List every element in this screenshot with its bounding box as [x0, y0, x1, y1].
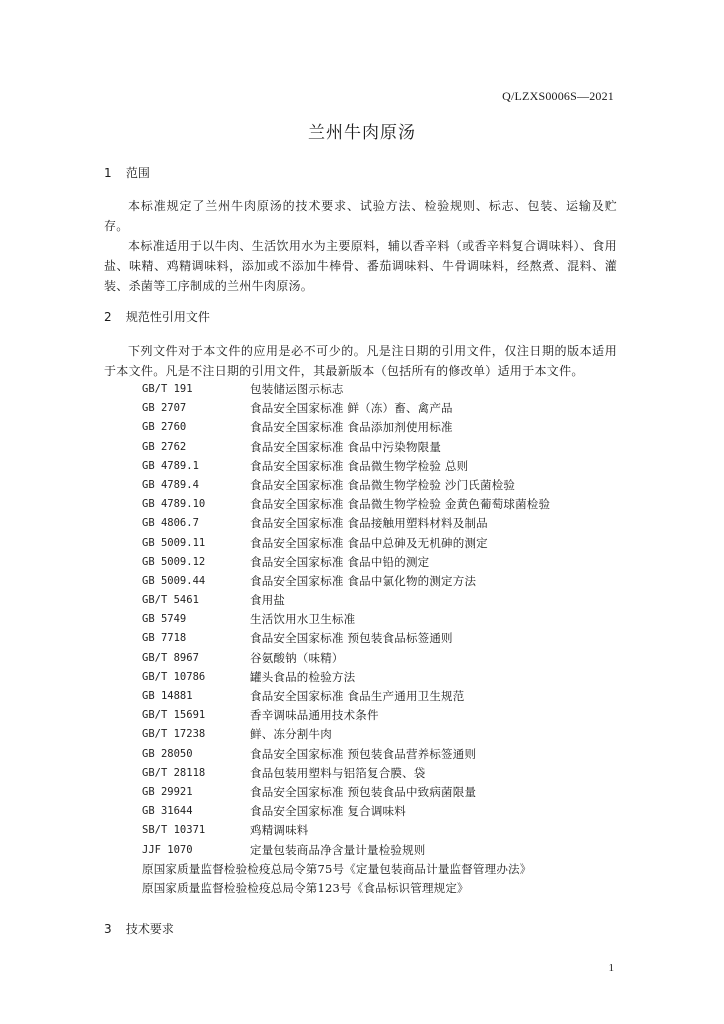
reference-item — [104, 725, 617, 744]
reference-code: SB/T 10371 — [142, 824, 206, 837]
reference-code: GB 4789.4 — [142, 478, 199, 491]
reference-item — [104, 476, 617, 495]
reference-item — [104, 591, 617, 610]
reference-item — [104, 399, 617, 418]
reference-title: 食品包装用塑料与铝箔复合膜、袋 — [250, 765, 426, 780]
reference-title: 生活饮用水卫生标准 — [250, 612, 356, 627]
reference-code: GB 2760 — [142, 421, 187, 434]
reference-title: 罐头食品的检验方法 — [250, 669, 356, 684]
scope-paragraph-1: 本标准规定了兰州牛肉原汤的技术要求、试验方法、检验规则、标志、包装、运输及贮存。 — [104, 199, 617, 233]
reference-title: 食品安全国家标准 食品中氯化物的测定方法 — [250, 573, 477, 588]
reference-code: GB 5009.11 — [142, 536, 206, 549]
reference-code: GB 2707 — [142, 402, 187, 415]
reference-title: 食品安全国家标准 食品微生物学检验 金黄色葡萄球菌检验 — [250, 497, 551, 512]
section-number: 1 — [104, 166, 112, 180]
reference-title: 食品安全国家标准 预包装食品中致病菌限量 — [250, 784, 477, 799]
reference-code: GB 2762 — [142, 440, 187, 453]
reference-title: 鸡精调味料 — [250, 823, 309, 838]
reference-list — [104, 380, 617, 898]
reference-title: 食品安全国家标准 鲜（冻）畜、禽产品 — [250, 401, 453, 416]
reference-code: GB 4789.10 — [142, 498, 206, 511]
section-heading-1 — [104, 164, 150, 181]
reference-item — [104, 745, 617, 764]
reference-code: GB 14881 — [142, 690, 193, 702]
reference-item — [104, 841, 617, 860]
section-title: 范围 — [125, 166, 150, 180]
reference-code: GB 4789.1 — [142, 459, 199, 472]
reference-title: 食品安全国家标准 食品中铅的测定 — [250, 554, 430, 569]
document-title: 兰州牛肉原汤 — [308, 123, 416, 143]
reference-title: 鲜、冻分割牛肉 — [250, 727, 332, 742]
reference-title: 定量包装商品净含量计量检验规则 — [250, 842, 426, 857]
section-title: 技术要求 — [125, 922, 174, 936]
reference-code: GB 5749 — [142, 613, 187, 626]
reference-item — [104, 514, 617, 533]
reference-item — [104, 879, 617, 898]
reference-item — [104, 553, 617, 572]
reference-code: GB 5009.44 — [142, 574, 206, 587]
reference-title: 原国家质量监督检验检疫总局令第75号《定量包装商品计量监督管理办法》 — [142, 861, 532, 876]
reference-item — [104, 802, 617, 821]
section-heading-2 — [104, 308, 210, 325]
reference-item — [104, 380, 617, 399]
reference-item — [104, 649, 617, 668]
reference-item — [104, 706, 617, 725]
section-number: 2 — [104, 310, 112, 324]
reference-title: 食品安全国家标准 食品接触用塑料材料及制品 — [250, 516, 488, 531]
reference-title: 食品安全国家标准 食品中污染物限量 — [250, 439, 442, 454]
reference-item — [104, 821, 617, 840]
reference-title: 原国家质量监督检验检疫总局令第123号《食品标识管理规定》 — [142, 880, 469, 895]
page-number: 1 — [608, 962, 614, 974]
section-heading-3 — [104, 920, 174, 937]
reference-title: 食品安全国家标准 食品生产通用卫生规范 — [250, 689, 465, 703]
reference-title: 食品安全国家标准 食品微生物学检验 总则 — [250, 458, 469, 473]
reference-title: 食品安全国家标准 食品微生物学检验 沙门氏菌检验 — [250, 477, 516, 492]
reference-item — [104, 764, 617, 783]
reference-title: 包装储运图示标志 — [250, 382, 344, 396]
reference-title: 食品安全国家标准 食品添加剂使用标准 — [250, 420, 453, 435]
reference-item — [104, 783, 617, 802]
reference-code: JJF 1070 — [142, 843, 193, 856]
section-title: 规范性引用文件 — [125, 310, 210, 324]
reference-item — [104, 860, 617, 879]
reference-code: GB 31644 — [142, 805, 193, 818]
reference-title: 谷氨酸钠（味精） — [250, 650, 344, 665]
reference-title: 食品安全国家标准 预包装食品标签通则 — [250, 631, 453, 646]
references-intro-paragraph: 下列文件对于本文件的应用是必不可少的。凡是注日期的引用文件，仅注日期的版本适用于本文件。凡是不注日期的引用文件，其最新版本（包括所有的修改单）适用于本文件。 — [104, 344, 617, 378]
reference-item — [104, 629, 617, 648]
reference-code: GB/T 15691 — [142, 709, 206, 722]
reference-title: 食用盐 — [250, 593, 286, 608]
standard-code: Q/LZXS0006S—2021 — [502, 89, 614, 103]
reference-title: 香辛调味品通用技术条件 — [250, 708, 379, 723]
reference-code: GB/T 191 — [142, 383, 193, 395]
reference-item — [104, 534, 617, 553]
reference-item — [104, 495, 617, 514]
reference-item — [104, 457, 617, 476]
reference-code: GB 4806.7 — [142, 517, 199, 530]
reference-code: GB 28050 — [142, 747, 193, 760]
reference-code: GB/T 28118 — [142, 766, 206, 779]
reference-code: GB/T 8967 — [142, 651, 199, 664]
reference-code: GB/T 17238 — [142, 728, 206, 741]
reference-item — [104, 610, 617, 629]
reference-code: GB/T 10786 — [142, 670, 206, 683]
scope-paragraph-2: 本标准适用于以牛肉、生活饮用水为主要原料，辅以香辛料（或香辛料复合调味料）、食用盐、味精、鸡精调味料，添加或不添加牛棒骨、番茄调味料、牛骨调味料，经熬煮、混料、灌装、杀菌等工序制成的兰州牛肉原汤。 — [104, 239, 617, 293]
section-number: 3 — [104, 922, 112, 936]
reference-title: 食品安全国家标准 预包装食品营养标签通则 — [250, 746, 477, 761]
reference-item — [104, 572, 617, 591]
reference-title: 食品安全国家标准 复合调味料 — [250, 804, 406, 819]
reference-code: GB 7718 — [142, 632, 187, 645]
reference-code: GB 5009.12 — [142, 555, 206, 568]
reference-code: GB 29921 — [142, 785, 193, 798]
reference-item — [104, 668, 617, 687]
reference-item — [104, 438, 617, 457]
reference-item — [104, 687, 617, 706]
reference-title: 食品安全国家标准 食品中总砷及无机砷的测定 — [250, 535, 488, 550]
reference-item — [104, 418, 617, 437]
reference-code: GB/T 5461 — [142, 594, 199, 607]
